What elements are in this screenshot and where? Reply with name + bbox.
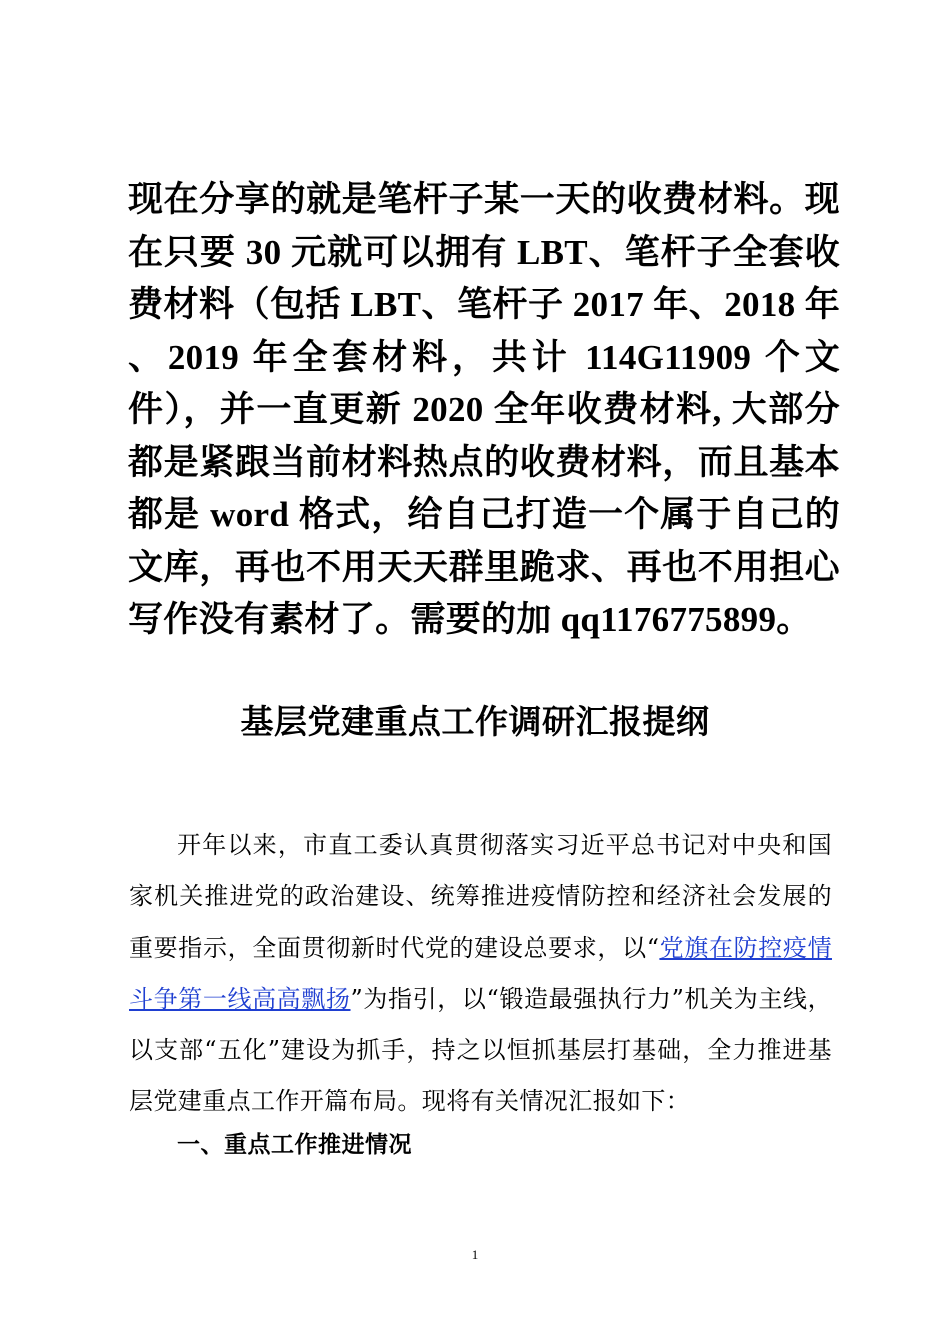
slogan-link[interactable]: 党旗在防控疫情斗争第一线高高飘扬 [129,933,832,1013]
intro-text-after-link: ”为指引，以“锻造最强执行力”机关为主线，以支部“五化”建设为抓手，持之以恒抓基层打基础，全力推进基层党建重点工作开篇布局。现将有关情况汇报如下： [129,984,832,1116]
page-number: 1 [471,1247,479,1262]
section-heading: 一、重点工作推进情况 [177,1132,412,1158]
promo-paragraph: 现在分享的就是笔杆子某一天的收费材料。现在只要 30 元就可以拥有 LBT、笔杆子全套收费材料（包括 LBT、笔杆子 2017 年、2018 年 、2019 年全套材料，共计 114G11909 个文件），并一直更新 2020 全年收费材料, 大部分都是紧跟当前材料热点的收费材料，而且基本都是 word 格式，给自己打造一个属于自己的文库，再也不用天天群里跪求、再也不用担心写作没有素材了。需要的加 qq1176775899。 [128,180,840,639]
intro-paragraph [129,820,832,1128]
document-title: 基层党建重点工作调研汇报提纲 [240,702,710,741]
intro-text-before-link: 开年以来，市直工委认真贯彻落实习近平总书记对中央和国家机关推进党的政治建设、统筹推进疫情防控和经济社会发展的重要指示，全面贯彻新时代党的建设总要求，以“ [129,831,832,962]
